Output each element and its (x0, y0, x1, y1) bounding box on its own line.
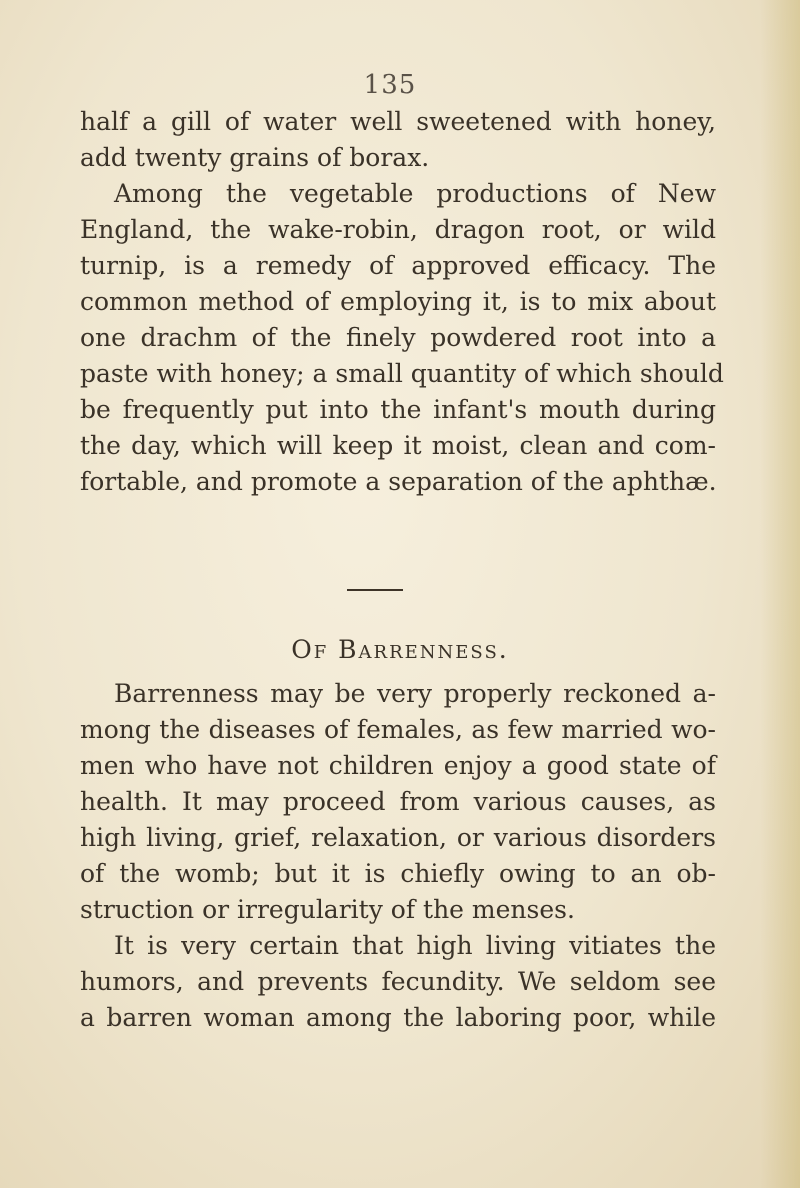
paragraph-high-living (80, 928, 716, 1036)
text-line: struction or irregularity of the menses. (80, 895, 575, 924)
page-number: 135 (363, 70, 417, 100)
paragraph-continued (80, 104, 716, 176)
text-line: half a gill of water well sweetened with honey, (80, 107, 716, 136)
text-line: England, the wake-robin, dragon root, or wild (80, 215, 716, 244)
text-line: a barren woman among the laboring poor, while (80, 1003, 716, 1032)
text-line: humors, and prevents fecundity. We seldom see (80, 967, 716, 996)
paragraph-wake-robin (80, 176, 724, 500)
text-line: common method of employing it, is to mix about (80, 287, 716, 316)
text-line: paste with honey; a small quantity of which should (80, 359, 724, 388)
text-line: be frequently put into the infant's mouth during (80, 395, 716, 424)
text-line: one drachm of the finely powdered root into a (80, 323, 716, 352)
text-line: fortable, and promote a separation of the aphthæ. (80, 467, 717, 496)
text-line: high living, grief, relaxation, or various disorders (80, 823, 716, 852)
text-line: add twenty grains of borax. (80, 143, 430, 172)
page-edge-shading (760, 0, 800, 1188)
section-heading: Of Barrenness. (291, 635, 509, 664)
text-line: of the womb; but it is chiefly owing to an ob- (80, 859, 716, 888)
section-divider (347, 589, 403, 591)
text-line: turnip, is a remedy of approved efficacy. The (80, 251, 716, 280)
text-line: Barrenness may be very properly reckoned a- (114, 679, 716, 708)
paragraph-barrenness (80, 676, 716, 928)
text-line: the day, which will keep it moist, clean and com- (80, 431, 716, 460)
text-line: health. It may proceed from various causes, as (80, 787, 716, 816)
text-line: mong the diseases of females, as few married wo- (80, 715, 716, 744)
text-line: men who have not children enjoy a good state of (80, 751, 716, 780)
text-line: It is very certain that high living vitiates the (114, 931, 716, 960)
text-line: Among the vegetable productions of New (114, 179, 716, 208)
